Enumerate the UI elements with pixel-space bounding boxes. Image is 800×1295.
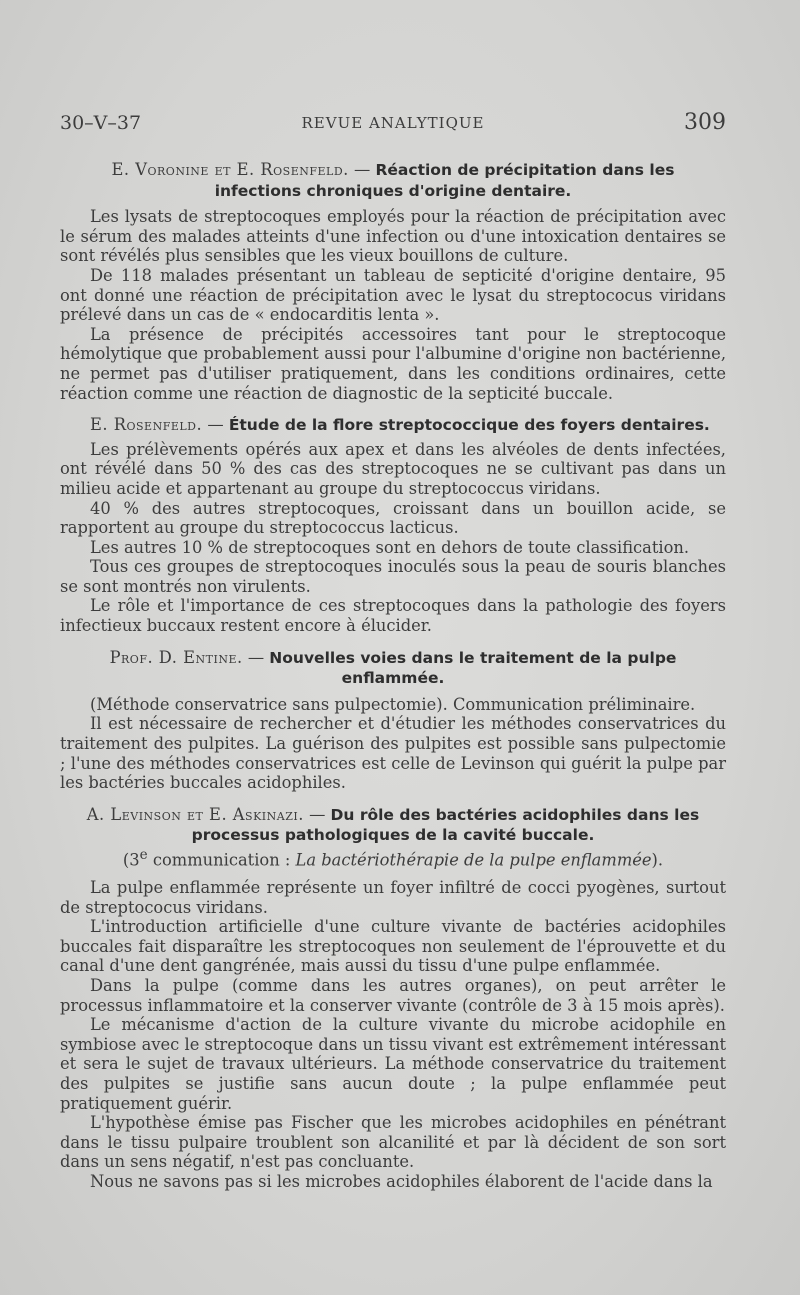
- heading-dash: —: [202, 415, 229, 435]
- page-body: [60, 160, 726, 1192]
- paragraph: L'hypothèse émise pas Fischer que les microbes acidophiles en pénétrant dans le tissu pulpaire troublent son alcanilité et par là décident de son sort dans un sens négatif, n'est pas concluante.: [60, 1113, 726, 1172]
- paragraph: 40 % des autres streptocoques, croissant dans un bouillon acide, se rapportent au groupe du streptococcus lacticus.: [60, 498, 726, 538]
- heading-dash: —: [242, 647, 270, 667]
- note-suffix: ).: [651, 850, 664, 870]
- issue-date: 30–V–37: [60, 112, 142, 134]
- heading-dash: —: [303, 804, 331, 824]
- note-superscript: e: [139, 847, 148, 863]
- running-header: [60, 112, 726, 140]
- paragraph: Le mécanisme d'action de la culture vivante du microbe acidophile en symbiose avec le streptocoque dans un tissu vivant est extrêmement intéressant et sera le sujet de travaux ultérieurs. La méthode conservatrice du traitement des pulpites se justifie sans aucun doute ; la pulpe enflammée peut pratiquement guérir.: [60, 1015, 726, 1113]
- article-entine: [60, 648, 726, 793]
- paragraph: (Méthode conservatrice sans pulpectomie). Communication préliminaire.: [90, 694, 696, 714]
- paragraph: De 118 malades présentant un tableau de septicité d'origine dentaire, 95 ont donné une réaction de précipitation avec le lysat du streptococus viridans prélevé dans un cas de « endocarditis lenta ».: [60, 265, 726, 325]
- article-levinson: [60, 805, 726, 1192]
- paragraph: Les autres 10 % de streptocoques sont en dehors de toute classification.: [90, 537, 690, 557]
- article-title: Du rôle des bactéries acidophiles dans les processus pathologiques de la cavité buccale.: [191, 805, 700, 845]
- paragraph: Il est nécessaire de rechercher et d'étudier les méthodes conservatrices du traitement des pulpites. La guérison des pulpites est possible sans pulpectomie ; l'une des méthodes conservatrices est celle de Levinson qui guérit la pulpe par les bactéries buccales acidophiles.: [60, 714, 726, 793]
- page-number: 309: [684, 110, 726, 135]
- heading-dash: —: [348, 160, 376, 179]
- note-prefix: (3: [122, 850, 140, 870]
- paragraph: Les prélèvements opérés aux apex et dans les alvéoles de dents infectées, ont révélé dans 50 % des cas des streptocoques ne se cultivant pas dans un milieu acide et appartenant au groupe du streptococcus viridans.: [60, 439, 726, 498]
- article-heading: [60, 160, 726, 201]
- article-authors: E. Voronine et E. Rosenfeld.: [111, 160, 349, 179]
- article-rosenfeld: [60, 415, 726, 636]
- article-voronine: [60, 160, 726, 403]
- article-authors: A. Levinson et E. Askinazi.: [86, 804, 304, 824]
- article-heading: [60, 648, 726, 689]
- paragraph: Dans la pulpe (comme dans les autres organes), on peut arrêter le processus inflammatoire et la conserver vivante (contrôle de 3 à 15 mois après).: [60, 975, 726, 1015]
- article-heading: [60, 805, 726, 846]
- paragraph: La présence de précipités accessoires tant pour le streptocoque hémolytique que probablement aussi pour l'albumine d'origine non bactérienne, ne permet pas d'utiliser pratiquement, dans les conditions ordinaires, cette réaction comme une réaction de diagnostic de la septicité buccale.: [60, 324, 726, 403]
- journal-section-title: REVUE ANALYTIQUE: [301, 114, 485, 132]
- note-middle: communication :: [147, 850, 296, 870]
- article-heading: [60, 415, 726, 436]
- paragraph: La pulpe enflammée représente un foyer infiltré de cocci pyogènes, surtout de streptococus viridans.: [60, 878, 726, 917]
- article-authors: Prof. D. Entine.: [109, 647, 243, 667]
- article-title: Étude de la flore streptococcique des foyers dentaires.: [228, 416, 710, 435]
- note-italic-title: La bactériothérapie de la pulpe enflammée: [295, 850, 652, 870]
- paragraph: Le rôle et l'importance de ces streptocoques dans la pathologie des foyers infectieux buccaux restent encore à élucider.: [60, 596, 726, 636]
- article-title: Nouvelles voies dans le traitement de la pulpe enflammée.: [269, 648, 677, 688]
- article-title: Réaction de précipitation dans les infections chroniques d'origine dentaire.: [214, 161, 675, 200]
- paragraph: L'introduction artificielle d'une culture vivante de bactéries acidophiles buccales fait disparaître les streptocoques non seulement de l'éprouvette et du canal d'une dent gangrénée, mais aussi du tissu d'une pulpe enflammée.: [60, 917, 726, 976]
- paragraph: Tous ces groupes de streptocoques inoculés sous la peau de souris blanches se sont montrés non virulents.: [60, 557, 726, 596]
- communication-note: [60, 846, 726, 870]
- paragraph: Nous ne savons pas si les microbes acidophiles élaborent de l'acide dans la: [90, 1171, 713, 1191]
- article-authors: E. Rosenfeld.: [90, 415, 203, 435]
- paragraph: Les lysats de streptocoques employés pour la réaction de précipitation avec le sérum des malades atteints d'une infection ou d'une intoxication dentaires se sont révélés plus sensibles que les vieux bouillons de culture.: [60, 207, 726, 266]
